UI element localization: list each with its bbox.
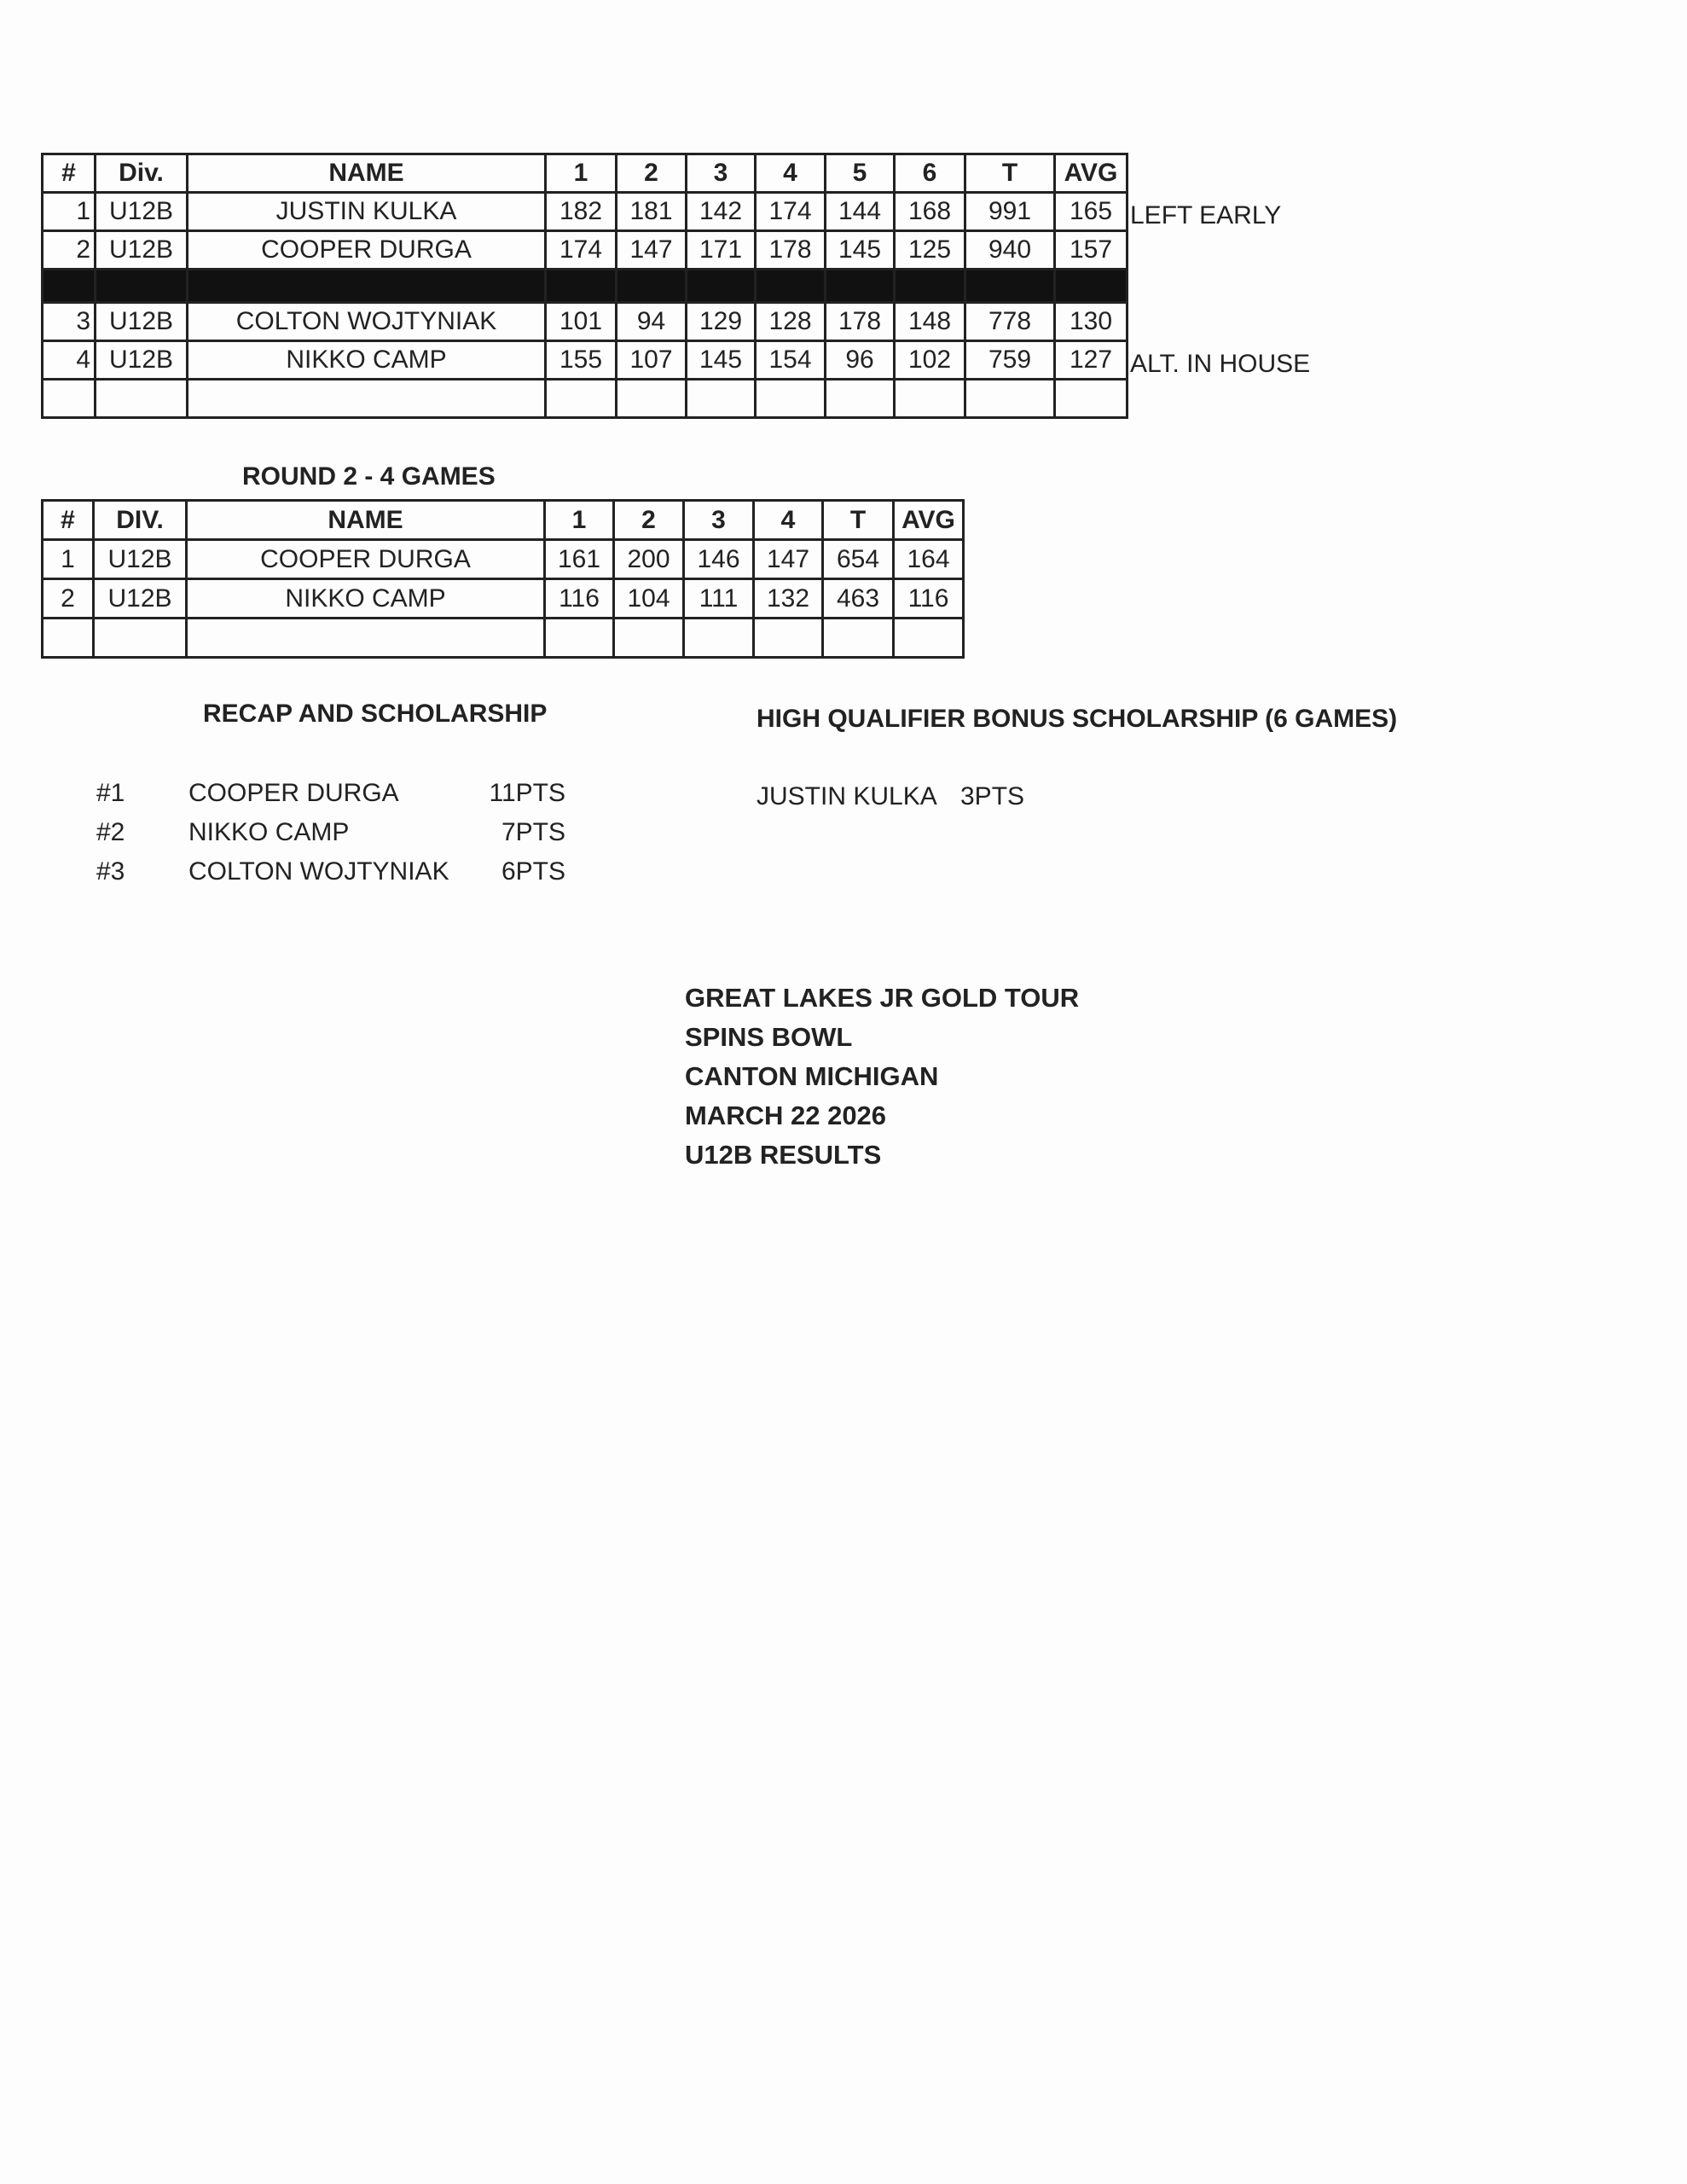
column-header: Div. bbox=[96, 154, 188, 193]
column-header: 2 bbox=[617, 154, 687, 193]
recap-place: #1 bbox=[96, 779, 125, 807]
cut-line-cell bbox=[756, 270, 826, 303]
empty-cell bbox=[187, 619, 545, 658]
column-header: NAME bbox=[187, 501, 545, 540]
table-row bbox=[43, 193, 1128, 231]
recap-points: 6PTS bbox=[501, 857, 565, 886]
average-cell: 165 bbox=[1055, 193, 1128, 231]
empty-cell bbox=[965, 380, 1055, 418]
game-score-cell: 154 bbox=[756, 341, 826, 380]
cut-line-cell bbox=[617, 270, 687, 303]
column-header: 3 bbox=[687, 154, 756, 193]
empty-cell bbox=[545, 619, 614, 658]
game-score-cell: 129 bbox=[687, 303, 756, 341]
game-score-cell: 200 bbox=[614, 540, 684, 579]
game-score-cell: 125 bbox=[895, 231, 965, 270]
division-cell: U12B bbox=[96, 231, 188, 270]
footer-location: CANTON MICHIGAN bbox=[685, 1061, 939, 1091]
division-cell: U12B bbox=[96, 193, 188, 231]
note-alt-in-house: ALT. IN HOUSE bbox=[1130, 350, 1311, 378]
game-score-cell: 171 bbox=[687, 231, 756, 270]
empty-row bbox=[43, 380, 1128, 418]
column-header: 1 bbox=[545, 501, 614, 540]
column-header: NAME bbox=[188, 154, 546, 193]
rank-cell: 2 bbox=[43, 579, 94, 619]
round1-table bbox=[41, 153, 1128, 419]
game-score-cell: 182 bbox=[546, 193, 617, 231]
table-row bbox=[43, 303, 1128, 341]
header-row bbox=[43, 154, 1128, 193]
game-score-cell: 94 bbox=[617, 303, 687, 341]
column-header: DIV. bbox=[94, 501, 187, 540]
column-header: 6 bbox=[895, 154, 965, 193]
empty-cell bbox=[94, 619, 187, 658]
game-score-cell: 178 bbox=[756, 231, 826, 270]
column-header: 4 bbox=[754, 501, 823, 540]
game-score-cell: 174 bbox=[546, 231, 617, 270]
rank-cell: 4 bbox=[43, 341, 96, 380]
recap-points: 7PTS bbox=[501, 818, 565, 846]
game-score-cell: 116 bbox=[545, 579, 614, 619]
column-header: AVG bbox=[894, 501, 964, 540]
empty-cell bbox=[895, 380, 965, 418]
footer-venue: SPINS BOWL bbox=[685, 1022, 853, 1052]
cut-line-cell bbox=[687, 270, 756, 303]
game-score-cell: 96 bbox=[826, 341, 895, 380]
column-header: 1 bbox=[546, 154, 617, 193]
rank-cell: 1 bbox=[43, 540, 94, 579]
empty-row bbox=[43, 619, 964, 658]
empty-cell bbox=[546, 380, 617, 418]
cut-line-cell bbox=[1055, 270, 1128, 303]
empty-cell bbox=[43, 380, 96, 418]
average-cell: 164 bbox=[894, 540, 964, 579]
rank-cell: 3 bbox=[43, 303, 96, 341]
name-cell: JUSTIN KULKA bbox=[188, 193, 546, 231]
game-score-cell: 148 bbox=[895, 303, 965, 341]
name-cell: COOPER DURGA bbox=[188, 231, 546, 270]
game-score-cell: 104 bbox=[614, 579, 684, 619]
note-left-early: LEFT EARLY bbox=[1130, 201, 1282, 229]
column-header: # bbox=[43, 501, 94, 540]
division-cell: U12B bbox=[96, 341, 188, 380]
empty-cell bbox=[823, 619, 894, 658]
event-info bbox=[685, 979, 1079, 1175]
rank-cell: 2 bbox=[43, 231, 96, 270]
table-row bbox=[43, 231, 1128, 270]
game-score-cell: 147 bbox=[617, 231, 687, 270]
game-score-cell: 101 bbox=[546, 303, 617, 341]
average-cell: 116 bbox=[894, 579, 964, 619]
column-header: 4 bbox=[756, 154, 826, 193]
empty-cell bbox=[756, 380, 826, 418]
game-score-cell: 147 bbox=[754, 540, 823, 579]
cut-line-cell bbox=[96, 270, 188, 303]
name-cell: NIKKO CAMP bbox=[188, 341, 546, 380]
empty-cell bbox=[894, 619, 964, 658]
game-score-cell: 145 bbox=[687, 341, 756, 380]
game-score-cell: 146 bbox=[684, 540, 754, 579]
cut-line-cell bbox=[826, 270, 895, 303]
game-score-cell: 128 bbox=[756, 303, 826, 341]
recap-name: COOPER DURGA bbox=[188, 779, 399, 807]
cut-line bbox=[43, 270, 1128, 303]
game-score-cell: 155 bbox=[546, 341, 617, 380]
name-cell: NIKKO CAMP bbox=[187, 579, 545, 619]
average-cell: 130 bbox=[1055, 303, 1128, 341]
column-header: T bbox=[823, 501, 894, 540]
recap-title: RECAP AND SCHOLARSHIP bbox=[203, 700, 548, 728]
name-cell: COOPER DURGA bbox=[187, 540, 545, 579]
empty-cell bbox=[684, 619, 754, 658]
empty-cell bbox=[687, 380, 756, 418]
game-score-cell: 144 bbox=[826, 193, 895, 231]
column-header: AVG bbox=[1055, 154, 1128, 193]
division-cell: U12B bbox=[94, 579, 187, 619]
cut-line-cell bbox=[895, 270, 965, 303]
game-score-cell: 132 bbox=[754, 579, 823, 619]
cut-line-cell bbox=[188, 270, 546, 303]
column-header: 5 bbox=[826, 154, 895, 193]
average-cell: 127 bbox=[1055, 341, 1128, 380]
game-score-cell: 174 bbox=[756, 193, 826, 231]
game-score-cell: 168 bbox=[895, 193, 965, 231]
footer-tour: GREAT LAKES JR GOLD TOUR bbox=[685, 983, 1080, 1013]
total-cell: 654 bbox=[823, 540, 894, 579]
empty-cell bbox=[43, 619, 94, 658]
game-score-cell: 107 bbox=[617, 341, 687, 380]
empty-cell bbox=[617, 380, 687, 418]
bonus-title: HIGH QUALIFIER BONUS SCHOLARSHIP (6 GAMES) bbox=[757, 705, 1398, 733]
division-cell: U12B bbox=[96, 303, 188, 341]
empty-cell bbox=[1055, 380, 1128, 418]
column-header: 3 bbox=[684, 501, 754, 540]
game-score-cell: 111 bbox=[684, 579, 754, 619]
footer-date: MARCH 22 2026 bbox=[685, 1101, 887, 1130]
recap-points: 11PTS bbox=[489, 779, 565, 807]
round2-title: ROUND 2 - 4 GAMES bbox=[242, 462, 496, 491]
empty-cell bbox=[614, 619, 684, 658]
table-row bbox=[43, 540, 964, 579]
empty-cell bbox=[754, 619, 823, 658]
recap-place: #3 bbox=[96, 857, 125, 886]
header-row bbox=[43, 501, 964, 540]
total-cell: 778 bbox=[965, 303, 1055, 341]
rank-cell: 1 bbox=[43, 193, 96, 231]
column-header: 2 bbox=[614, 501, 684, 540]
cut-line-cell bbox=[965, 270, 1055, 303]
name-cell: COLTON WOJTYNIAK bbox=[188, 303, 546, 341]
game-score-cell: 178 bbox=[826, 303, 895, 341]
game-score-cell: 181 bbox=[617, 193, 687, 231]
round2-table bbox=[41, 499, 965, 659]
bonus-points: 3PTS bbox=[960, 782, 1025, 810]
empty-cell bbox=[188, 380, 546, 418]
total-cell: 940 bbox=[965, 231, 1055, 270]
bonus-name: JUSTIN KULKA bbox=[757, 782, 937, 810]
table-row bbox=[43, 341, 1128, 380]
recap-name: NIKKO CAMP bbox=[188, 818, 350, 846]
game-score-cell: 145 bbox=[826, 231, 895, 270]
column-header: T bbox=[965, 154, 1055, 193]
recap-name: COLTON WOJTYNIAK bbox=[188, 857, 449, 886]
game-score-cell: 142 bbox=[687, 193, 756, 231]
empty-cell bbox=[826, 380, 895, 418]
game-score-cell: 161 bbox=[545, 540, 614, 579]
cut-line-cell bbox=[43, 270, 96, 303]
game-score-cell: 102 bbox=[895, 341, 965, 380]
table-row bbox=[43, 579, 964, 619]
total-cell: 991 bbox=[965, 193, 1055, 231]
division-cell: U12B bbox=[94, 540, 187, 579]
cut-line-cell bbox=[546, 270, 617, 303]
footer-division: U12B RESULTS bbox=[685, 1140, 882, 1170]
recap-place: #2 bbox=[96, 818, 125, 846]
total-cell: 759 bbox=[965, 341, 1055, 380]
total-cell: 463 bbox=[823, 579, 894, 619]
average-cell: 157 bbox=[1055, 231, 1128, 270]
column-header: # bbox=[43, 154, 96, 193]
empty-cell bbox=[96, 380, 188, 418]
